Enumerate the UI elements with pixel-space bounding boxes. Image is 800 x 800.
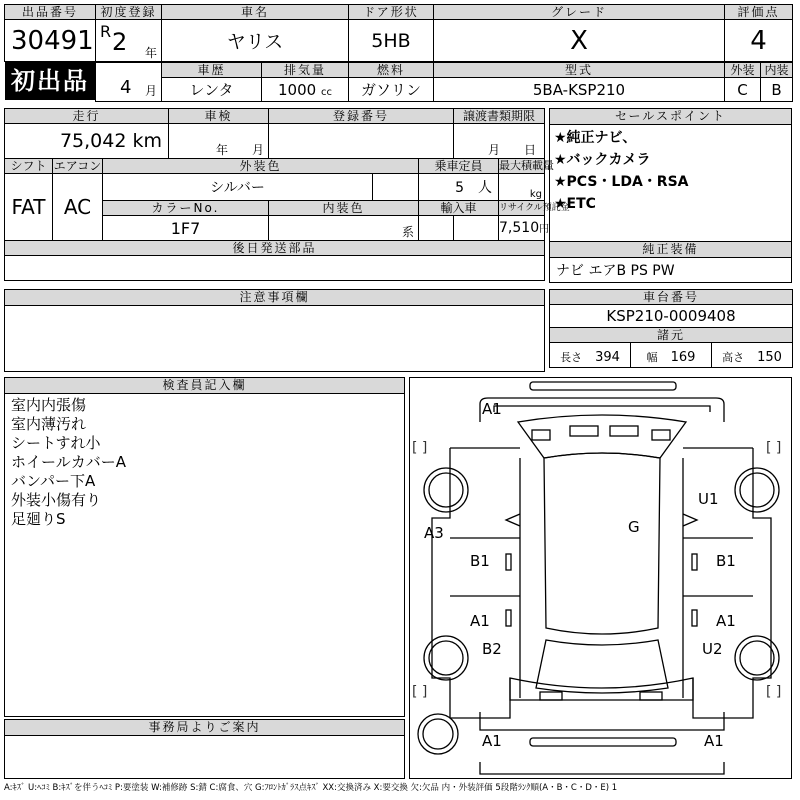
mark-left-front-door: B1 [470,552,490,570]
inspection-cell [169,124,269,159]
recycle-unit: 円 [539,224,550,235]
seats-cell [419,174,499,201]
car-name: ヤリス [162,20,349,62]
ext-color-label: 外装色 [103,159,419,174]
history-label: 車歴 [162,63,262,78]
shift: FAT [5,174,53,241]
recycle-label: リサイクル預託金 [499,201,545,216]
displacement-cell [262,78,349,102]
transfer-month: 月 [487,143,500,157]
inspector-line: バンパー下A [11,472,96,490]
grade-label: グレード [434,5,725,20]
recycle: 7,510 [499,220,540,236]
mark-right-front-door: B1 [716,552,736,570]
reg-no [269,124,454,159]
chassis-table [549,289,793,368]
specs-label: 諸元 [550,328,793,343]
mark-front-left-fender: A3 [424,524,444,542]
header-table-2 [95,62,793,102]
car-name-label: 車名 [162,5,349,20]
notes-label: 注意事項欄 [5,290,544,306]
height-cell [712,343,793,368]
reg-month: 4 [120,77,132,98]
history: レンタ [162,78,262,102]
inspector-line: ホイールカバーA [11,453,126,471]
mark-roof: G [628,518,640,536]
mark-left-quarter: B2 [482,640,502,658]
sales-points-box [549,108,792,242]
int-color-label: 内装色 [269,201,419,216]
inspector-line: 足廻りS [11,510,66,528]
load-unit: kg [499,174,545,201]
mark-rear-right: A1 [704,732,724,750]
transfer-cell [454,124,545,159]
width: 169 [670,349,696,365]
reg-month-cell [96,63,162,102]
height-label: 高さ [722,350,745,364]
reg-label: 初度登録 [96,5,162,20]
color-no: 1F7 [103,216,269,241]
mark-front-bumper: A1 [482,400,502,418]
lot-no-label: 出品番号 [5,5,96,20]
sales-points-list [550,125,791,217]
bracket-front-left: [ ] [412,440,428,456]
reg-year-cell [96,20,162,62]
exterior-grade: C [725,78,761,102]
ac-label: エアコン [53,159,102,173]
displacement: 1000 [278,80,317,99]
car-diagram-box [409,377,792,779]
chassis-label: 車台番号 [550,290,793,305]
transfer-day: 日 [524,143,537,157]
first-listing-badge: 初出品 [5,62,95,100]
later-parts-label: 後日発送部品 [5,241,545,256]
inspection-label: 車検 [169,109,269,124]
model-code-label: 型式 [434,63,725,78]
mileage-cell [5,124,169,159]
inspector-box [4,377,405,717]
legend: A:ｷｽﾞ U:ﾍｺﾐ B:ｷｽﾞを伴うﾍｺﾐ P:要塗装 W:補修跡 S:錆 C:腐食、穴 G:ﾌﾛﾝﾄｶﾞﾗｽ点ｷｽﾞ XX:交換済み X:要交換 欠:欠品 内・外装評価 5段階ﾗﾝｸ順(A・B・C・D・E) 1 [4,783,618,793]
inspector-line: 外装小傷有り [11,491,102,509]
inspector-line: シートすれ小 [11,434,101,452]
seats: 5 [455,180,465,196]
seats-label: 乗車定員 [419,159,499,174]
model-code: 5BA-KSP210 [434,78,725,102]
interior-label: 内装 [761,63,793,78]
mark-right-rear-door: A1 [716,612,736,630]
score: 4 [725,20,793,62]
grade: X [434,20,725,62]
mileage-label: 走行 [5,109,169,124]
width-label: 幅 [646,350,658,364]
mileage-unit: km [132,130,162,152]
mark-rear-left: A1 [482,732,502,750]
sales-point: ★PCS・LDA・RSA [554,174,689,190]
header-table [4,4,793,62]
bracket-rear-left: [ ] [412,684,428,700]
bracket-front-right: [ ] [766,440,782,456]
mark-left-rear-door: A1 [470,612,490,630]
score-label: 評価点 [725,5,793,20]
mileage: 75,042 [59,130,127,152]
import-cell-1 [419,216,454,241]
reg-year: 2 [112,28,128,56]
import-cell-2 [454,216,499,241]
office-label: 事務局よりご案内 [5,720,404,736]
height: 150 [757,349,782,365]
ac: AC [53,174,103,241]
office-box [4,719,405,779]
sales-point: ★ETC [554,196,596,212]
seats-unit: 人 [478,180,493,196]
sales-point: ★バックカメラ [554,152,651,168]
length-cell [550,343,631,368]
int-color-unit: 系 [269,216,419,241]
car-diagram [410,378,793,780]
bracket-rear-right: [ ] [766,684,782,700]
era-prefix: R [100,22,112,41]
chassis-number: KSP210-0009408 [550,305,793,328]
color-no-label: カラーNo. [103,201,269,216]
interior-grade: B [761,78,793,102]
fuel: ガソリン [349,78,434,102]
import-label: 輸入車 [419,201,499,216]
recycle-cell [499,216,550,241]
width-cell [631,343,712,368]
genuine-equipment-label: 純正装備 [550,242,791,258]
ext-color-blank [373,174,419,201]
lot-no: 30491 [5,20,96,62]
shift-label: シフト [5,159,53,174]
genuine-equipment-box [549,241,792,283]
door-label: ドア形状 [349,5,434,20]
transfer-label: 譲渡書類期限 [454,109,545,124]
door: 5HB [349,20,434,62]
exterior-label: 外装 [725,63,761,78]
load-label: 最大積載量 [499,159,555,172]
inspector-line: 室内内張傷 [11,396,87,414]
reg-no-label: 登録番号 [269,109,454,124]
length-label: 長さ [560,350,583,364]
sales-points-label: セールスポイント [550,109,791,125]
displacement-unit: cc [320,86,332,98]
month-unit: 月 [144,84,157,98]
inspector-label: 検査員記入欄 [5,378,404,394]
displacement-label: 排気量 [262,63,349,78]
inspection-year: 年 [215,143,228,157]
mark-right-fender: U1 [698,490,719,508]
info-table [4,108,570,281]
ext-color: シルバー [103,174,373,201]
length: 394 [595,349,620,365]
year-unit: 年 [144,46,157,60]
inspection-month: 月 [251,143,264,157]
genuine-equipment: ナビ エアB PS PW [556,263,675,279]
sales-point: ★純正ナビ、 [554,130,637,146]
later-parts [5,256,545,281]
inspector-line: 室内薄汚れ [11,415,87,433]
fuel-label: 燃料 [349,63,434,78]
mark-right-quarter: U2 [702,640,723,658]
notes-box [4,289,545,372]
inspector-notes [5,394,404,531]
